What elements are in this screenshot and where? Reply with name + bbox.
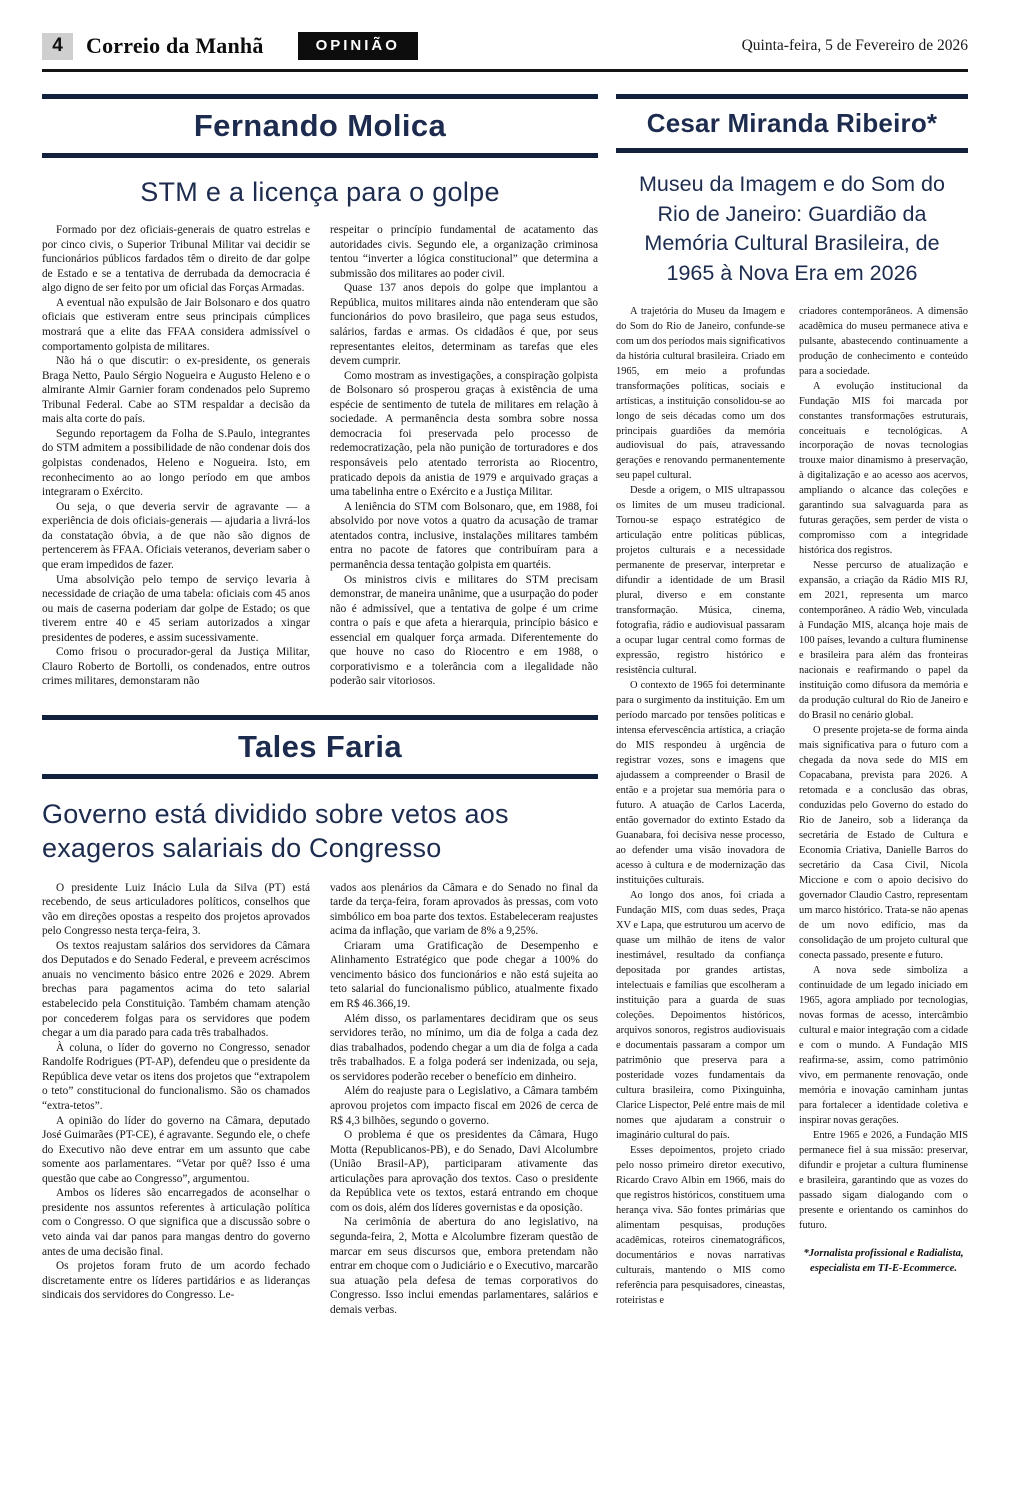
paragraph: O presente projeta-se de forma ainda mais significativa para o futuro com a chegada da nova sede do MIS em Copacabana, prevista para 2026. A retomada e a conclusão das obras, conduzidas pelo Governo do estado do Rio de Janeiro, sob a liderança da secretária de Estado de Cultura e Economia Criativa, Danielle Barros do secretário da Casa Civil, Nicola Miccione e com o apoio decisivo do governador Claudio Castro, representam um marco histórico. Trata-se não apenas de um novo edifício, mas da consolidação de um projeto cultural que conecta passado, presente e futuro.	[799, 725, 968, 961]
paragraph: A leniência do STM com Bolsonaro, que, em 1988, foi absolvido por nove votos a quatro da acusação de tramar atentados contra, inclusive, instalações militares também entra no pacote de fatores que contribuíram para a permanência dessa tentação golpista em quartéis.	[330, 500, 598, 571]
paragraph: Quase 137 anos depois do golpe que implantou a República, muitos militares ainda não entenderam que são funcionários do povo brasileiro, que paga seus estudos, salários, fardas e armas. Os cidadãos é que, por seus representantes eleitos, determinam as tarefas que eles devem cumprir.	[330, 282, 598, 368]
paragraph: Além disso, os parlamentares decidiram que os seus servidores terão, no mínimo, um dia de folga a cada dez dias trabalhados, podendo chegar a um dia de folga a cada três trabalhados. E a folga poderá ser indenizada, ou seja, os servidores poderão receber o benefício em dinheiro.	[330, 1012, 598, 1083]
page-content	[42, 94, 968, 1317]
paragraph: Além do reajuste para o Legislativo, a Câmara também aprovou projetos com impacto fiscal em 2026 de cerca de R$ 4,3 bilhões, segundo o governo.	[330, 1085, 598, 1127]
paragraph: A evolução institucional da Fundação MIS foi marcada por constantes transformações estruturais, conceituais e tecnológicas. A incorporação de novas tecnologias trouxe maior dinamismo à preservação, à digitalização e ao acesso aos acervos, ampliando o alcance das coleções e garantindo sua salvaguarda para as futuras gerações, sem perder de vista o compromisso com a integridade histórica dos registros.	[799, 380, 968, 557]
paragraph: Os ministros civis e militares do STM precisam demonstrar, de maneira unânime, que a usurpação do poder não é admissível, que a tentativa de golpe é um crime contra o país e que afeta a hierarquia, princípio básico e essencial em qualquer força armada. Diferentemente do que houve no caso do Riocentro e em 1988, o corporativismo e a tolerância com a ilegalidade não poderão sair vitoriosos.	[330, 573, 598, 688]
edition-date: Quinta-feira, 5 de Fevereiro de 2026	[741, 37, 968, 54]
tales-columns	[42, 881, 598, 1318]
paragraph: Segundo reportagem da Folha de S.Paulo, integrantes do STM admitem a possibilidade de não condenar dois dos golpistas condenados, Heleno e Nogueira. Isto, em reconhecimento ao ao longo período em que ambos integraram o Exército.	[42, 427, 310, 499]
headline-mis: Museu da Imagem e do Som do Rio de Janeiro: Guardião da Memória Cultural Brasileira, de 1965 à Nova Era em 2026	[639, 172, 945, 285]
rule-top	[42, 94, 598, 99]
paragraph: A opinião do líder do governo na Câmara, deputado José Guimarães (PT-CE), é agravante. Segundo ele, o chefe do Executivo não deve entrar em um assunto que cabe somente aos parlamentares. “Vetar por quê? Isso é uma questão que cabe ao Congresso”, argumentou.	[42, 1114, 310, 1185]
paragraph: Como mostram as investigações, a conspiração golpista de Bolsonaro só prosperou graças à existência de uma espécie de sentimento de tutela de militares em relação à sociedade. A permanência desta sombra sobre nossa democracia foi preservada pelo processo de redemocratização, pela não punição de torturadores e dos responsáveis pelo atentado terrorista ao Riocentro, praticado depois da anistia de 1979 e arquivado graças a uma tabelinha entre o Exército e a Justiça Militar.	[330, 369, 598, 499]
paragraph: Ou seja, o que deveria servir de agravante — a experiência de dois oficiais-generais — ajudaria a livrá-los da constatação óbvia, a de que não são dignos de pertencerem às FFAA. Oficiais veteranos, deveriam saber o que eram impedidos de fazer.	[42, 500, 310, 571]
paragraph: Na cerimônia de abertura do ano legislativo, na segunda-feira, 2, Motta e Alcolumbre fizeram questão de marcar em seus discursos que, embora pretendam não entrar em choque com o Judiciário e o Executivo, marcarão sua atuação pela defesa de temas corporativos do Congresso. Isso inclui emendas parlamentares, salários e demais verbas.	[330, 1216, 598, 1316]
paragraph: vados aos plenários da Câmara e do Senado no final da tarde da terça-feira, foram aprovados às pressas, com voto simbólico em boa parte dos textos. Estabeleceram reajustes acima da inflação, que variam de 8% a 9,25%.	[330, 881, 598, 938]
molica-column-2	[330, 223, 598, 689]
right-region	[616, 94, 968, 1317]
cesar-columns	[616, 305, 968, 1309]
paragraph: A nova sede simboliza a continuidade de um legado iniciado em 1965, agora ampliado por tecnologias, novas formas de acesso, intercâmbio cultural e maior integração com a cidade e com o mundo. A Fundação MIS reafirma-se, assim, como patrimônio vivo, em permanente renovação, onde memória e inovação caminham juntas para fortalecer a identidade coletiva e inspirar novas gerações.	[799, 964, 968, 1126]
paragraph: Não há o que discutir: o ex-presidente, os generais Braga Netto, Paulo Sérgio Nogueira e Augusto Heleno e o almirante Almir Garnier foram condenados pelo Supremo Tribunal Federal. Cabe ao STM respaldar a decisão da mais alta corte do país.	[42, 355, 310, 426]
paragraph: Como frisou o procurador-geral da Justiça Militar, Clauro Roberto de Bortolli, os condenados, entre outros crimes militares, demonstaram não	[42, 646, 310, 688]
paragraph: Formado por dez oficiais-generais de quatro estrelas e por cinco civis, o Superior Tribunal Militar vai decidir se funcionários públicos fardados têm o direito de dar golpe de Estado e se a tentativa de derrubada da democracia é algo digno de ser feito por um oficial das Forças Armadas.	[42, 224, 310, 295]
rule-top	[616, 94, 968, 99]
paragraph: A eventual não expulsão de Jair Bolsonaro e dos quatro oficiais que estiveram entre seus principais cúmplices mostrará que a elite das FFAA considera admissível o comportamento golpista de militares.	[42, 296, 310, 353]
left-region	[42, 94, 598, 1317]
paragraph: Uma absolvição pelo tempo de serviço levaria à necessidade de criação de uma tabela: oficiais com 45 anos ou mais de caserna poderiam dar golpe de Estado; os que tiverem entre 40 e 45 seriam autorizados a xingar presidentes de poderes, e assim sucessivamente.	[42, 573, 310, 644]
masthead-left	[42, 32, 742, 60]
paragraph: O contexto de 1965 foi determinante para o surgimento da instituição. Em um período marcado por tensões políticas e intensa efervescência artística, a criação do MIS respondeu à urgência de registrar vozes, sons e imagens que ajudassem a compreender o Brasil de então e a projetar sua memória para o futuro. A atuação de Carlos Lacerda, então governador do extinto Estado da Guanabara, foi decisiva nesse processo, ao defender uma visão inovadora de acesso à cultura e de modernização das instituições culturais.	[616, 680, 785, 887]
tales-column-2	[330, 881, 598, 1318]
headline-vetos: Governo está dividido sobre vetos aos exageros salariais do Congresso	[42, 799, 509, 863]
paragraph: O problema é que os presidentes da Câmara, Hugo Motta (Republicanos-PB), e do Senado, Davi Alcolumbre (União Brasil-AP), participaram ativamente das articulações para aprovação dos textos. Caso o presidente da República vete os textos, estará entrando em choque com os dois, além dos líderes governistas e da oposição.	[330, 1129, 598, 1214]
paragraph: Nesse percurso de atualização e expansão, a criação da Rádio MIS RJ, em 2021, representa um marco contemporâneo. A rádio Web, vinculada à Fundação MIS, alcança hoje mais de 100 países, levando a cultura fluminense e brasileira para além das fronteiras nacionais e reafirmando o papel da instituição como difusora da memória e da produção cultural do Rio de Janeiro e do Brasil no cenário global.	[799, 560, 968, 722]
masthead-title: Correio da Manhã	[86, 33, 264, 58]
paragraph: O presidente Luiz Inácio Lula da Silva (PT) está recebendo, de seus articuladores políticos, conselhos que vão em direções opostas a respeito dos projetos aprovados pelo Congresso nesta terça-feira, 3.	[42, 881, 310, 938]
paragraph: Desde a origem, o MIS ultrapassou os limites de um museu tradicional. Tornou-se espaço estratégico de articulação entre políticas públicas, projetos culturais e a necessidade permanente de preservar, interpretar e difundir a identidade de um Brasil plural, diverso e em constante transformação. Música, cinema, fotografia, rádio e audiovisual passaram a ocupar lugar central como formas de expressão, registro histórico e resistência cultural.	[616, 485, 785, 677]
paragraph: Esses depoimentos, projeto criado pelo nosso primeiro diretor executivo, Ricardo Cravo Albin em 1966, mais do que registros históricos, constituem uma herança viva. São fontes primárias que alimentam pesquisas, produções acadêmicas, roteiros cinematográficos, documentários e novas narrativas culturais, mantendo o MIS como referência para pesquisadores, cineastas, roteiristas e	[616, 1144, 785, 1306]
section-label: OPINIÃO	[298, 32, 418, 60]
article-cesar-miranda-ribeiro	[616, 94, 968, 1309]
cesar-column-2	[799, 305, 968, 1309]
molica-column-1	[42, 223, 310, 689]
cesar-column-2-text	[799, 305, 968, 1234]
paragraph: Ambos os líderes são encarregados de aconselhar o presidente nos assuntos referentes à articulação política com o Congresso. O que significa que a discussão sobre o veto ainda vai dar panos para mangas dentro do governo antes de uma decisão final.	[42, 1187, 310, 1258]
header-rule	[42, 69, 968, 72]
page-header	[42, 32, 968, 60]
author-fernando-molica: Fernando Molica	[193, 108, 447, 143]
rule-top	[42, 715, 598, 720]
paragraph: Ao longo dos anos, foi criada a Fundação MIS, com duas sedes, Praça XV e Lapa, que estruturou um acervo de quase um milhão de itens de valor inestimável, resultado da confiança depositada por grandes artistas, intelectuais e famílias que escolheram a instituição para a guarda de suas coleções. Depoimentos históricos, arquivos sonoros, registros audiovisuais e documentais passaram a compor um patrimônio que preserva para a posteridade vozes fundamentais da cultura brasileira, como Pixinguinha, Clarice Lispector, Pelé entre mais de mil nomes que ajudaram a construir o imaginário cultural do país.	[616, 890, 785, 1141]
paragraph: A trajetória do Museu da Imagem e do Som do Rio de Janeiro, confunde-se com um dos períodos mais significativos da história cultural brasileira. Criado em 1965, em meio a profundas transformações políticas, sociais e artísticas, a instituição consolidou-se ao longo de seis décadas como um dos principais guardiões da memória audiovisual do país, atravessando gerações e renovando permanentemente seu papel cultural.	[616, 305, 785, 482]
author-cesar-miranda-ribeiro: Cesar Miranda Ribeiro*	[646, 108, 938, 138]
paragraph: criadores contemporâneos. A dimensão acadêmica do museu permanece ativa e pulsante, abastecendo continuamente a produção de conhecimento e conteúdo para a sociedade.	[799, 305, 968, 377]
molica-columns	[42, 223, 598, 689]
paragraph: Os projetos foram fruto de um acordo fechado discretamente entre os líderes partidários e as lideranças sindicais dos servidores do Congresso. Le-	[42, 1260, 310, 1302]
author-footnote: *Jornalista profissional e Radialista, especialista em TI-E-Ecommerce.	[803, 1247, 964, 1275]
paragraph: respeitar o princípio fundamental de acatamento das autoridades civis. Segundo ele, a organização criminosa tentou “inverter a lógica constitucional” que determina a submissão dos militares ao poder civil.	[330, 224, 598, 280]
headline-stm: STM e a licença para o golpe	[140, 177, 500, 207]
article-fernando-molica	[42, 94, 598, 689]
paragraph: Os textos reajustam salários dos servidores da Câmara dos Deputados e do Senado Federal, e preveem acréscimos anuais no vencimento básico entre 2026 e 2029. Abrem brechas para pagamentos acima do teto salarial estabelecido pela Constituição. Também chamam atenção por concederem folgas para os servidores que podem chegar a um dia parado para cada três trabalhados.	[42, 939, 310, 1040]
article-tales-faria	[42, 715, 598, 1317]
page-number: 4	[42, 33, 73, 60]
paragraph: À coluna, o líder do governo no Congresso, senador Randolfe Rodrigues (PT-AP), defendeu que o presidente da República deve vetar os itens dos projetos que “extrapolem o teto” constitucional do funcionalismo. São os chamados “extra-tetos”.	[42, 1041, 310, 1112]
paragraph: Criaram uma Gratificação de Desempenho e Alinhamento Estratégico que pode chegar a 100% do vencimento básico dos funcionários e não está sujeita ao teto salarial do funcionalismo público, atualmente fixado em R$ 46.366,19.	[330, 939, 598, 1010]
tales-column-1	[42, 881, 310, 1318]
rule-bottom	[616, 148, 968, 153]
cesar-column-1	[616, 305, 785, 1309]
rule-bottom	[42, 774, 598, 779]
paragraph: Entre 1965 e 2026, a Fundação MIS permanece fiel à sua missão: preservar, difundir e projetar a cultura fluminense e brasileira, garantindo que as vozes do passado sigam dialogando com o presente e orientando os caminhos do futuro.	[799, 1129, 968, 1231]
author-tales-faria: Tales Faria	[237, 729, 403, 764]
rule-bottom	[42, 153, 598, 158]
